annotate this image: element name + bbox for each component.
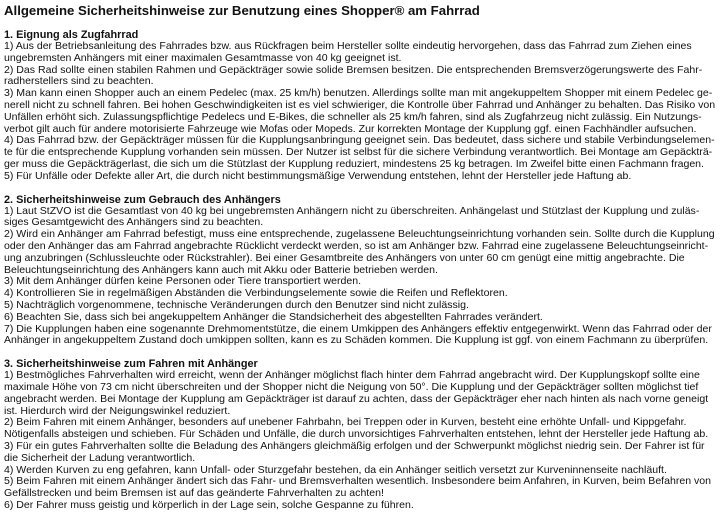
- text-line: Gefällstrecken und beim Bremsen ist auf das geänderte Fahrverhalten zu achten!: [4, 487, 384, 500]
- text-line: 2) Wird ein Anhänger am Fahrrad befestigt, muss eine entsprechende, zugelassene Beleuchtungseinrichtung vorhanden sein. Sollte durch die Kupplung: [4, 228, 715, 241]
- text-line: verbot gilt auch für andere motorisierte Fahrzeuge wie Mofas oder Mopeds. Zur korrekten Montage der Kupplung ggf. einen Fachhändler aufsuchen.: [4, 122, 697, 135]
- text-line: 4) Kontrollieren Sie in regelmäßigen Abständen die Verbindungselemente sowie die Reifen und Reflektoren.: [4, 287, 508, 300]
- text-line: maximale Höhe von 73 cm nicht überschreiten und der Shopper nicht die Neigung von 50°. Die Kupplung und der Gepäckträger sollten möglichst tief: [4, 380, 699, 393]
- text-line: siges Gesamtgewicht des Anhängers sind zu beachten.: [4, 216, 264, 229]
- text-line: 2) Das Rad sollte einen stabilen Rahmen und Gepäckträger sowie solide Bremsen besitzen. Die entsprechenden Bremsverzögerungswerte des Fahr-: [4, 63, 703, 76]
- text-line: 3) Mit dem Anhänger dürfen keine Personen oder Tiere transportiert werden.: [4, 275, 362, 288]
- document-title: Allgemeine Sicherheitshinweise zur Benutzung eines Shopper® am Fahrrad: [4, 3, 480, 18]
- section-heading: 3. Sicherheitshinweise zum Fahren mit Anhänger: [4, 358, 258, 371]
- text-line: 1) Laut StZVO ist die Gesamtlast von 40 kg bei ungebremsten Anhängern nicht zu überschreiten. Anhängelast und Stützlast der Kupplung und zuläs-: [4, 204, 700, 217]
- text-line: die Sicherheit der Ladung verantwortlich.: [4, 451, 196, 464]
- section-1: [4, 29, 716, 183]
- text-line: 6) Beachten Sie, dass sich bei angekuppeltem Anhänger die Standsicherheit des abgestellten Fahrrades verändert.: [4, 310, 543, 323]
- sections-container: [4, 29, 716, 512]
- text-line: 5) Nachträglich vorgenommene, technische Veränderungen durch den Benutzer sind nicht zulässig.: [4, 298, 469, 311]
- text-line: oder den Anhänger das am Fahrrad angebrachte Rücklicht verdeckt werden, so ist am Anhänger bzw. Fahrrad eine zugelassene Beleuchtungseinricht-: [4, 239, 709, 252]
- text-line: 1) Bestmögliches Fahrverhalten wird erreicht, wenn der Anhänger möglichst flach hinter dem Fahrrad angebracht wird. Der Kupplungskopf sollte eine: [4, 369, 700, 382]
- section-heading: 1. Eignung als Zugfahrrad: [4, 29, 139, 41]
- section-heading: 2. Sicherheitshinweise zum Gebrauch des Anhängers: [4, 193, 281, 206]
- section-3: [4, 358, 716, 512]
- text-line: nerell nicht zu schnell fahren. Bei hohen Geschwindigkeiten ist es viel schwieriger, die Kontrolle über Fahrrad und Anhänger zu behalten. Das Risiko von: [4, 98, 716, 111]
- text-line: 1) Aus der Betriebsanleitung des Fahrrades bzw. aus Rückfragen beim Hersteller sollte eindeutig hervorgehen, dass das Fahrrad zum Ziehen eines: [4, 40, 692, 52]
- text-line: 3) Für ein gutes Fahrverhalten sollte die Beladung des Anhängers gleichmäßig erfolgen und der Schwerpunkt möglichst niedrig sein. Der Fahrer ist für: [4, 439, 705, 452]
- text-line: radherstellers sind zu beachten.: [4, 75, 154, 88]
- text-line: te für die entsprechende Kupplung vorhanden sein müssen. Der Nutzer ist selbst für die sichere Verbindung verantwortlich. Bei Montage am Gepäckträ-: [4, 146, 713, 159]
- text-line: 6) Der Fahrer muss geistig und körperlich in der Lage sein, solche Gespanne zu führen.: [4, 498, 414, 511]
- text-line: 4) Das Fahrrad bzw. der Gepäckträger müssen für die Kupplungsanbringung geeignet sein. Das bedeutet, dass sichere und stabile Verbindungselemen-: [4, 134, 715, 147]
- text-line: 3) Man kann einen Shopper auch an einem Pedelec (max. 25 km/h) benutzen. Allerdings sollte man mit angekuppeltem Shopper mit einem Pedelec ge-: [4, 87, 713, 100]
- section-2: [4, 194, 716, 348]
- text-line: Anhänger in angekuppeltem Zustand doch umkippen sollten, kann es zu Schäden kommen. Die Kupplung ist ggf. von einem Fachmann zu überprüfen.: [4, 334, 709, 347]
- text-line: 2) Beim Fahren mit einem Anhänger, besonders auf unebener Fahrbahn, bei Treppen oder in Kurven, besteht eine erhöhte Unfall- und Kippgefahr.: [4, 416, 687, 429]
- text-line: 7) Die Kupplungen haben eine sogenannte Drehmomentstütze, die einem Umkippen des Anhängers effektiv entgegenwirkt. Wenn das Fahrrad oder der: [4, 322, 712, 335]
- text-line: angebracht werden. Bei Montage der Kupplung am Gepäckträger ist darauf zu achten, dass der Gepäckträger eher nach hinten als nach vorne geneigt: [4, 392, 709, 405]
- text-line: 5) Beim Fahren mit einem Anhänger ändert sich das Fahr- und Bremsverhalten wesentlich. Insbesondere beim Anfahren, in Kurven, beim Befahren von: [4, 475, 712, 488]
- text-line: Nötigenfalls absteigen und schieben. Für Schäden und Unfälle, die durch unvorsichtiges Fahrverhalten entstehen, lehnt der Hersteller jede Haftung ab.: [4, 428, 709, 441]
- text-line: ung anzubringen (Schlussleuchte oder Rückstrahler). Bei einer Gesamtbreite des Anhängers von unter 60 cm genügt eine mittig angebrachte. Die: [4, 251, 685, 264]
- text-line: 5) Für Unfälle oder Defekte aller Art, die durch nicht bestimmungsmäßige Verwendung entstehen, lehnt der Hersteller jede Haftung ab.: [4, 169, 632, 182]
- text-line: 4) Werden Kurven zu eng gefahren, kann Unfall- oder Sturzgefahr bestehen, da ein Anhänger seitlich versetzt zur Kurveninnenseite nachläuft.: [4, 463, 667, 476]
- text-line: Beleuchtungseinrichtung des Anhängers kann auch mit Akku oder Batterie betrieben werden.: [4, 263, 438, 276]
- text-line: ungebremsten Anhängers mit einer maximalen Gesamtmasse von 40 kg geeignet ist.: [4, 51, 402, 64]
- text-line: ist. Hierdurch wird der Neigungswinkel reduziert.: [4, 404, 231, 417]
- text-line: ger muss die Gepäckträgerlast, die sich um die Stützlast der Kupplung reduziert, mindestens 25 kg betragen. Im Zweifel bitte einen Fachmann fragen.: [4, 157, 704, 170]
- text-line: Unfällen erhöht sich. Zulassungspflichtige Pedelecs und E-Bikes, die schneller als 25 km/h fahren, sind als Zugfahrzeug nicht zulässig. Ein Nutzungs-: [4, 110, 702, 123]
